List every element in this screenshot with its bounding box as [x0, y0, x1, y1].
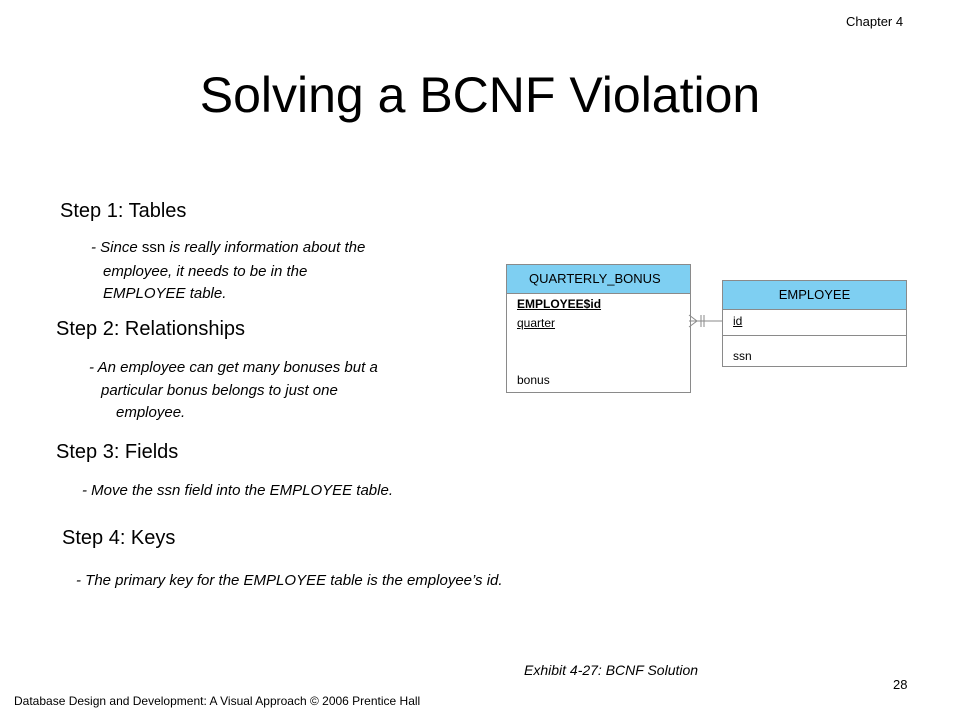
- employee-header: EMPLOYEE: [723, 281, 906, 310]
- step-4-line-1: - The primary key for the EMPLOYEE table is the employee’s id.: [76, 572, 503, 589]
- chapter-label: Chapter 4: [846, 14, 904, 29]
- quarterly-bonus-header: QUARTERLY_BONUS: [507, 265, 690, 294]
- step-1-line-3: EMPLOYEE table.: [103, 285, 227, 302]
- ssn-term: ssn: [141, 239, 166, 256]
- step-3-line-1: - Move the ssn field into the EMPLOYEE table.: [82, 482, 393, 499]
- crows-foot-upper: [689, 315, 697, 321]
- field-quarter: quarter: [517, 316, 556, 330]
- step-1-line-2: employee, it needs to be in the: [103, 263, 308, 280]
- step-2-line-3: employee.: [116, 404, 186, 421]
- step-4-heading: Step 4: Keys: [62, 527, 176, 549]
- field-ssn: ssn: [733, 349, 752, 363]
- step-2-line-1: - An employee can get many bonuses but a: [89, 359, 378, 376]
- relationship-connector: [688, 310, 724, 332]
- field-employee-id-fk: EMPLOYEE$id: [517, 297, 602, 311]
- step-1-line-1-text: - Since ssn is really information about the: [91, 239, 366, 256]
- employee-key-divider: [723, 335, 906, 336]
- field-id: id: [733, 314, 743, 328]
- employee-table: [722, 280, 907, 367]
- footer-text: Database Design and Development: A Visual Approach © 2006 Prentice Hall: [14, 694, 421, 708]
- step-2-line-2: particular bonus belongs to just one: [101, 382, 338, 399]
- page-number: 28: [893, 677, 908, 692]
- step-3-heading: Step 3: Fields: [56, 441, 179, 463]
- quarterly-bonus-table: [506, 264, 691, 393]
- step-2-heading: Step 2: Relationships: [56, 318, 246, 340]
- step-1-heading: Step 1: Tables: [60, 200, 187, 222]
- slide-title: Solving a BCNF Violation: [199, 67, 761, 123]
- crows-foot-lower: [689, 321, 697, 327]
- field-bonus: bonus: [517, 373, 550, 387]
- exhibit-caption: Exhibit 4-27: BCNF Solution: [524, 662, 699, 678]
- step-1-line-1: [91, 237, 365, 258]
